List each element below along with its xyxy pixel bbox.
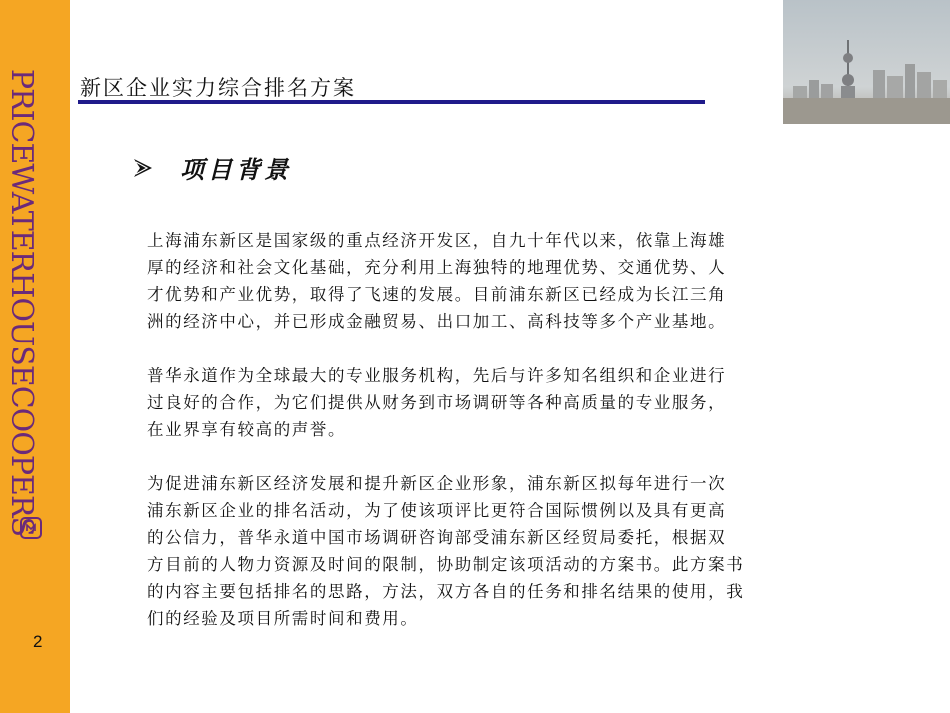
paragraph-3 [147,470,847,632]
paragraph-line: 上海浦东新区是国家级的重点经济开发区，自九十年代以来，依靠上海雄 [147,231,727,250]
page-number: 2 [33,632,43,651]
paragraph-line: 过良好的合作，为它们提供从财务到市场调研等各种高质量的专业服务， [147,393,727,412]
logo-mark-icon [20,517,42,539]
section-heading [132,150,292,185]
paragraph-line: 普华永道作为全球最大的专业服务机构，先后与许多知名组织和企业进行 [147,366,727,385]
title-underline [78,100,705,104]
paragraph-line: 的内容主要包括排名的思路，方法，双方各自的任务和排名结果的使用，我 [147,582,745,601]
paragraph-line: 才优势和产业优势，取得了飞速的发展。目前浦东新区已经成为长江三角 [147,285,727,304]
paragraph-line: 方目前的人物力资源及时间的限制，协助制定该项活动的方案书。此方案书 [147,555,745,574]
paragraph-line: 为促进浦东新区经济发展和提升新区企业形象，浦东新区拟每年进行一次 [147,474,727,493]
company-logo-text: PRICEWATERHOUSECOOPERS [4,68,40,536]
section-heading-label: 项目背景 [180,155,292,184]
skyline-photo [783,0,950,124]
paragraph-line: 的公信力，普华永道中国市场调研咨询部受浦东新区经贸局委托，根据双 [147,528,727,547]
paragraph-line: 浦东新区企业的排名活动，为了使该项评比更符合国际惯例以及具有更高 [147,501,727,520]
sidebar [0,0,70,713]
paragraph-line: 们的经验及项目所需时间和费用。 [147,609,419,628]
paragraph-line: 厚的经济和社会文化基础，充分利用上海独特的地理优势、交通优势、人 [147,258,727,277]
paragraph-line: 洲的经济中心，并已形成金融贸易、出口加工、高科技等多个产业基地。 [147,312,727,331]
paragraph-line: 在业界享有较高的声誉。 [147,420,347,439]
body-text [147,227,847,659]
arrow-bullet-icon [132,157,154,179]
paragraph-1 [147,227,847,335]
paragraph-2 [147,362,847,443]
company-logo [2,68,42,536]
page-title: 新区企业实力综合排名方案 [80,76,356,100]
